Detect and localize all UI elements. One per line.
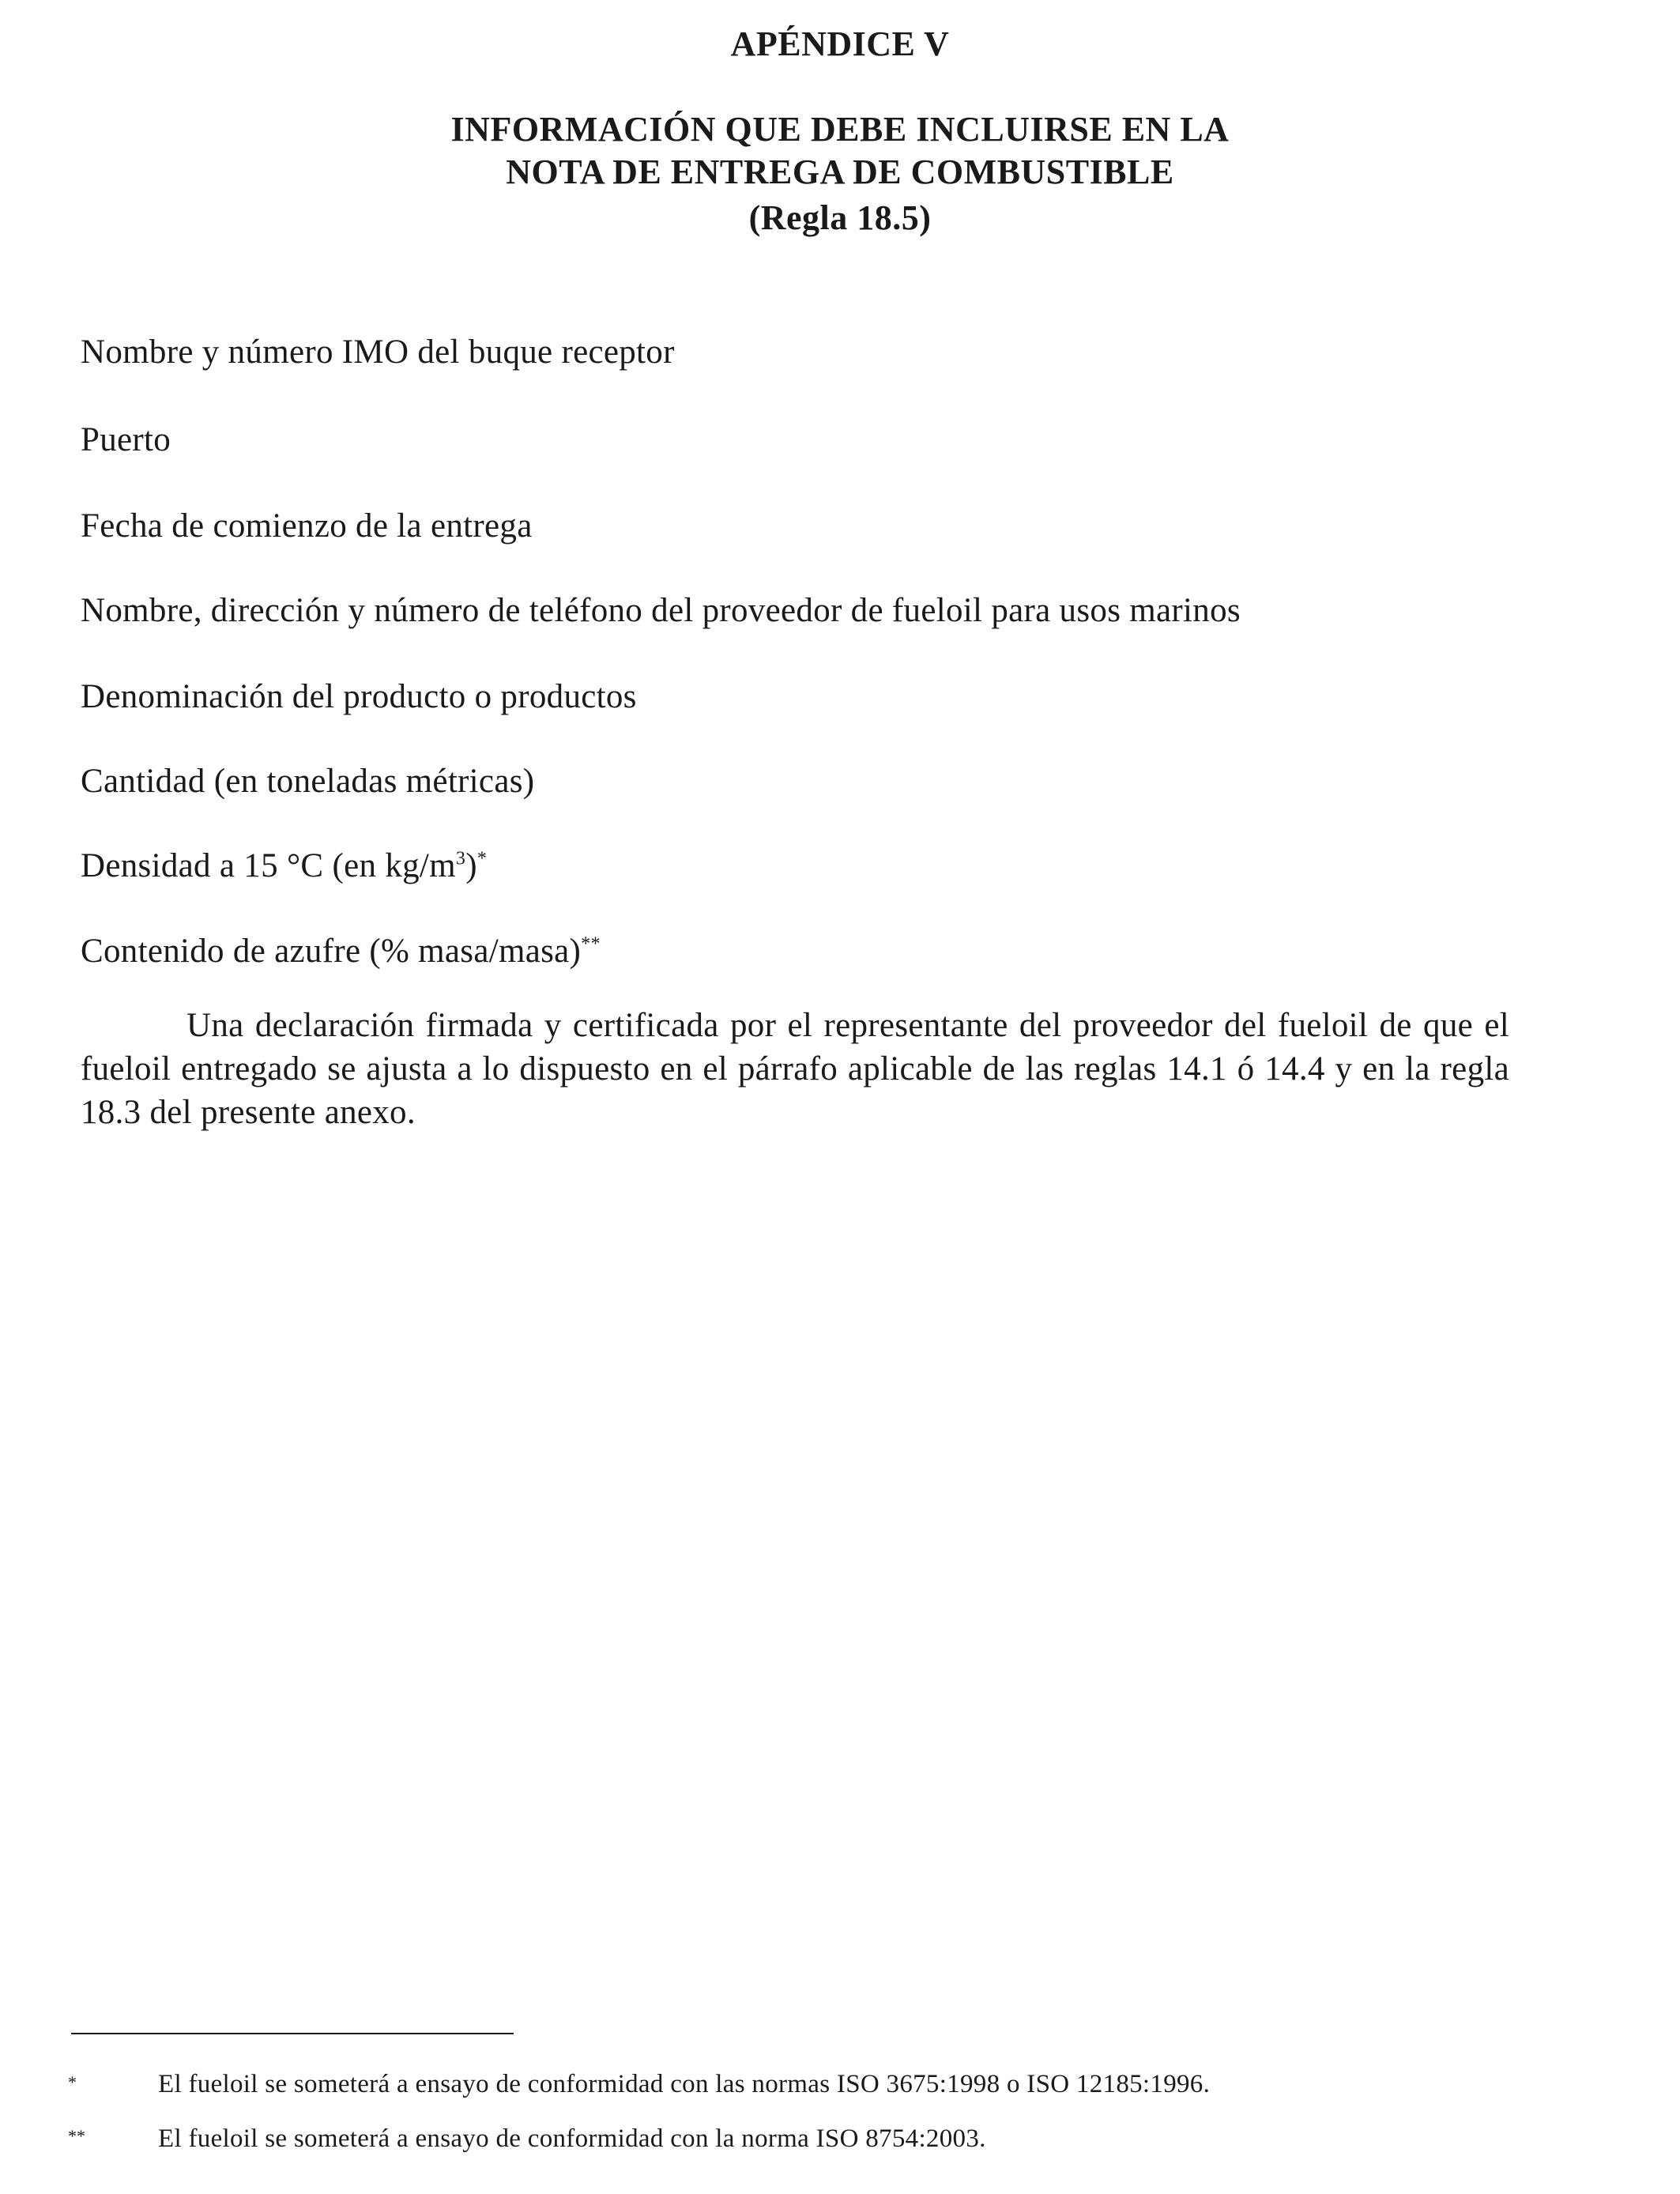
item-text: Nombre y número IMO del buque receptor bbox=[81, 334, 675, 371]
superscript-exponent: 3 bbox=[455, 848, 466, 869]
item-supplier-contact bbox=[81, 590, 1241, 631]
paragraph-text: Una declaración firmada y certificada por el representante del proveedor del fueloil de que el fueloil entregado se ajusta a lo dispuesto en el párrafo aplicable de las reglas 14.1 ó 14.4 y en la regla 18.3 del presente anexo. bbox=[81, 1007, 1509, 1131]
footnote-reference: ** bbox=[581, 933, 601, 955]
footnote-reference: * bbox=[477, 848, 488, 869]
item-product-name bbox=[81, 677, 637, 718]
rule-reference: (Regla 18.5) bbox=[748, 198, 932, 237]
item-text: Puerto bbox=[81, 421, 171, 458]
item-text: Cantidad (en toneladas métricas) bbox=[81, 763, 535, 800]
item-density bbox=[81, 846, 487, 887]
document-title-line-1: INFORMACIÓN QUE DEBE INCLUIRSE EN LA bbox=[450, 110, 1230, 149]
appendix-title: APÉNDICE V bbox=[730, 25, 950, 63]
declaration-paragraph bbox=[81, 1004, 1509, 1134]
document-title-line-2: NOTA DE ENTREGA DE COMBUSTIBLE bbox=[506, 153, 1174, 191]
footnote-1: El fueloil se someterá a ensayo de conformidad con las normas ISO 3675:1998 o ISO 12185:1996. bbox=[158, 2070, 1211, 2098]
item-port bbox=[81, 420, 171, 461]
footnote-mark: * bbox=[68, 2072, 77, 2092]
item-text: Densidad a 15 °C (en kg/m bbox=[81, 847, 456, 884]
item-text: Fecha de comienzo de la entrega bbox=[81, 507, 533, 545]
item-text: Denominación del producto o productos bbox=[81, 678, 637, 715]
footnote-2: El fueloil se someterá a ensayo de conformidad con la norma ISO 8754:2003. bbox=[158, 2124, 986, 2153]
item-text-end: ) bbox=[465, 847, 477, 884]
item-vessel-name bbox=[81, 332, 675, 373]
item-text: Nombre, dirección y número de teléfono del proveedor de fueloil para usos marinos bbox=[81, 592, 1241, 629]
item-sulphur-content bbox=[81, 931, 601, 972]
item-delivery-date bbox=[81, 506, 533, 547]
item-quantity bbox=[81, 761, 534, 802]
footnote-mark: ** bbox=[68, 2126, 85, 2146]
footnote-separator bbox=[71, 2033, 514, 2034]
item-text: Contenido de azufre (% masa/masa) bbox=[81, 933, 582, 970]
